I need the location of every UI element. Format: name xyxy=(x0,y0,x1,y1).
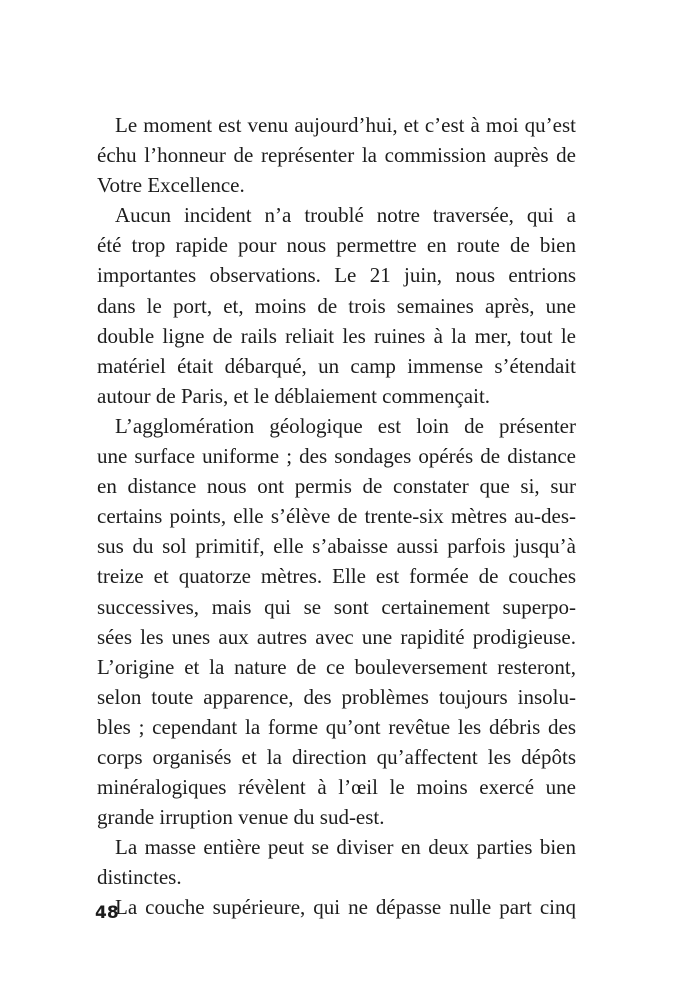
text-line: sées les unes aux autres avec une rapidité prodigieuse. xyxy=(97,624,576,649)
page-number: 48 xyxy=(95,903,119,923)
text-line: treize et quatorze mètres. Elle est formée de couches xyxy=(97,564,576,589)
text-line: Le moment est venu aujourd’hui, et c’est à moi qu’est xyxy=(115,113,576,137)
text-line: échu l’honneur de représenter la commission auprès de xyxy=(97,143,576,168)
text-line: selon toute apparence, des problèmes toujours insolu- xyxy=(97,684,576,709)
text-line: bles ; cependant la forme qu’ont revêtue les débris des xyxy=(97,714,576,739)
text-line: minéralogiques révèlent à l’œil le moins exercé une xyxy=(97,775,576,800)
text-line: distinctes. xyxy=(97,865,182,890)
paragraph xyxy=(97,110,576,200)
paragraph xyxy=(97,411,576,832)
text-line: La couche supérieure, qui ne dépasse nulle part cinq xyxy=(115,895,576,920)
text-line: matériel était débarqué, un camp immense s’étendait xyxy=(97,353,576,378)
text-line: importantes observations. Le 21 juin, nous entrions xyxy=(97,263,576,288)
text-line: Votre Excellence. xyxy=(97,173,245,198)
text-line: autour de Paris, et le déblaiement commençait. xyxy=(97,383,491,408)
text-line: double ligne de rails reliait les ruines à la mer, tout le xyxy=(97,323,576,348)
text-line: L’origine et la nature de ce bouleversement resteront, xyxy=(97,654,576,679)
text-line: en distance nous ont permis de constater que si, sur xyxy=(97,474,576,499)
text-line: La masse entière peut se diviser en deux parties bien xyxy=(115,835,576,860)
text-line: successives, mais qui se sont certainement superpo- xyxy=(97,594,576,619)
text-line: dans le port, et, moins de trois semaines après, une xyxy=(97,293,576,318)
text-line: une surface uniforme ; des sondages opérés de distance xyxy=(97,444,576,469)
paragraph xyxy=(97,832,576,892)
text-line: été trop rapide pour nous permettre en route de bien xyxy=(97,233,576,258)
text-line: L’agglomération géologique est loin de présenter xyxy=(115,413,576,438)
body-text xyxy=(97,110,576,923)
text-line: corps organisés et la direction qu’affectent les dépôts xyxy=(97,744,576,769)
text-line: certains points, elle s’élève de trente-six mètres au-des- xyxy=(97,504,576,529)
paragraph xyxy=(97,892,576,922)
paragraph xyxy=(97,200,576,411)
text-line: Aucun incident n’a troublé notre traversée, qui a xyxy=(115,203,576,228)
text-line: sus du sol primitif, elle s’abaisse aussi parfois jusqu’à xyxy=(97,534,576,559)
text-line: grande irruption venue du sud-est. xyxy=(97,805,385,830)
